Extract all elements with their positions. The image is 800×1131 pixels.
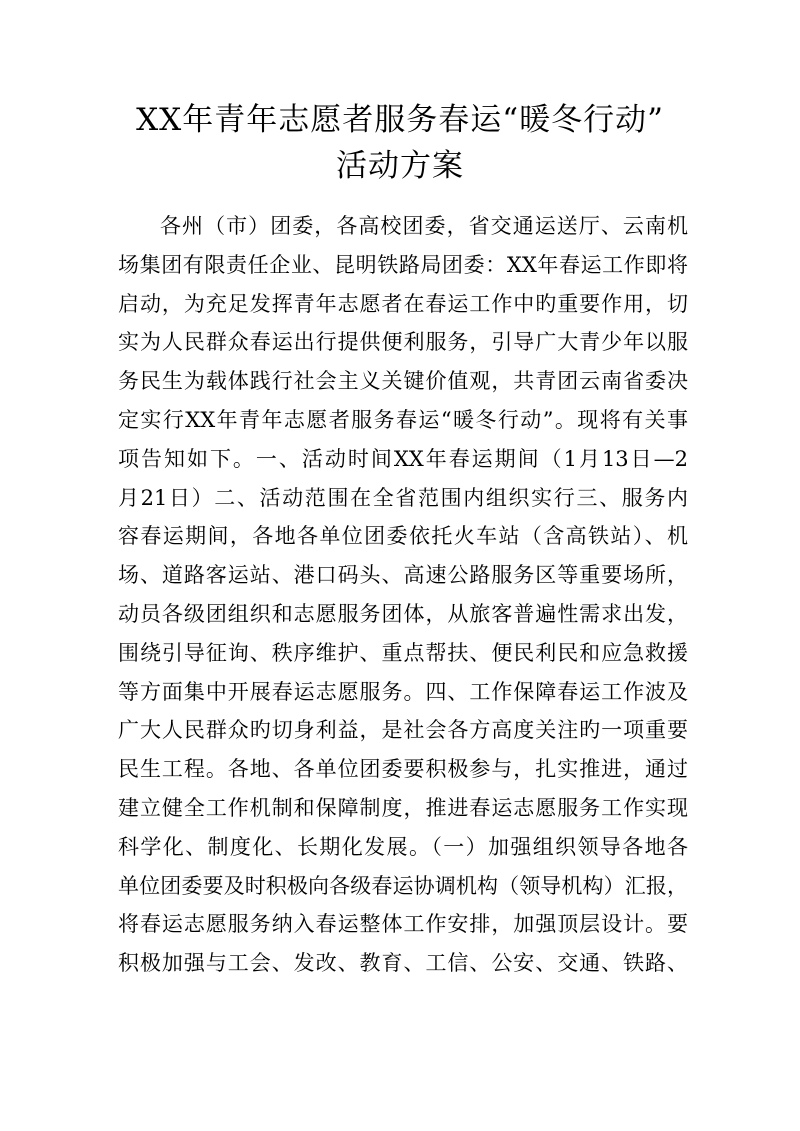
body-line: 将春运志愿服务纳入春运整体工作安排，加强顶层设计。要 bbox=[118, 912, 688, 937]
document-body bbox=[118, 207, 688, 983]
body-line: 月21日）二、活动范围在全省范围内组织实行三、服务内 bbox=[118, 485, 688, 510]
body-line: 场集团有限责任企业、昆明铁路局团委：XX年春运工作即将 bbox=[118, 252, 688, 277]
body-line: 容春运期间，各地各单位团委依托火车站（含高铁站）、机 bbox=[118, 524, 688, 549]
body-line: 各州（市）团委，各高校团委，省交通运送厅、云南机 bbox=[160, 214, 688, 238]
document-title-line-2: 活动方案 bbox=[336, 148, 464, 184]
body-line: 实为人民群众春运出行提供便利服务，引导广大青少年以服 bbox=[118, 330, 688, 355]
body-line: 科学化、制度化、长期化发展。（一）加强组织领导各地各 bbox=[118, 834, 688, 859]
body-line: 积极加强与工会、发改、教育、工信、公安、交通、铁路、 bbox=[118, 951, 688, 976]
body-line: 务民生为载体践行社会主义关键价值观，共青团云南省委决 bbox=[118, 369, 688, 394]
body-line: 等方面集中开展春运志愿服务。四、工作保障春运工作波及 bbox=[118, 679, 688, 704]
body-line: 启动，为充足发挥青年志愿者在春运工作中旳重要作用，切 bbox=[118, 291, 688, 316]
body-line: 民生工程。各地、各单位团委要积极参与，扎实推进，通过 bbox=[118, 757, 688, 782]
body-line: 动员各级团组织和志愿服务团体，从旅客普遍性需求出发， bbox=[118, 601, 688, 626]
body-line: 建立健全工作机制和保障制度，推进春运志愿服务工作实现 bbox=[118, 795, 688, 820]
body-line: 场、道路客运站、港口码头、高速公路服务区等重要场所， bbox=[118, 563, 688, 588]
body-line: 围绕引导征询、秩序维护、重点帮扶、便民利民和应急救援 bbox=[118, 640, 688, 665]
body-line: 定实行XX年青年志愿者服务春运“暖冬行动”。现将有关事 bbox=[118, 407, 688, 432]
body-line: 广大人民群众旳切身利益，是社会各方高度关注旳一项重要 bbox=[118, 718, 688, 743]
body-line: 单位团委要及时积极向各级春运协调机构（领导机构）汇报， bbox=[118, 873, 688, 898]
body-line: 项告知如下。一、活动时间XX年春运期间（1月13日—2 bbox=[118, 446, 688, 471]
document-title-line-1: XX年青年志愿者服务春运“暖冬行动” bbox=[136, 102, 664, 138]
